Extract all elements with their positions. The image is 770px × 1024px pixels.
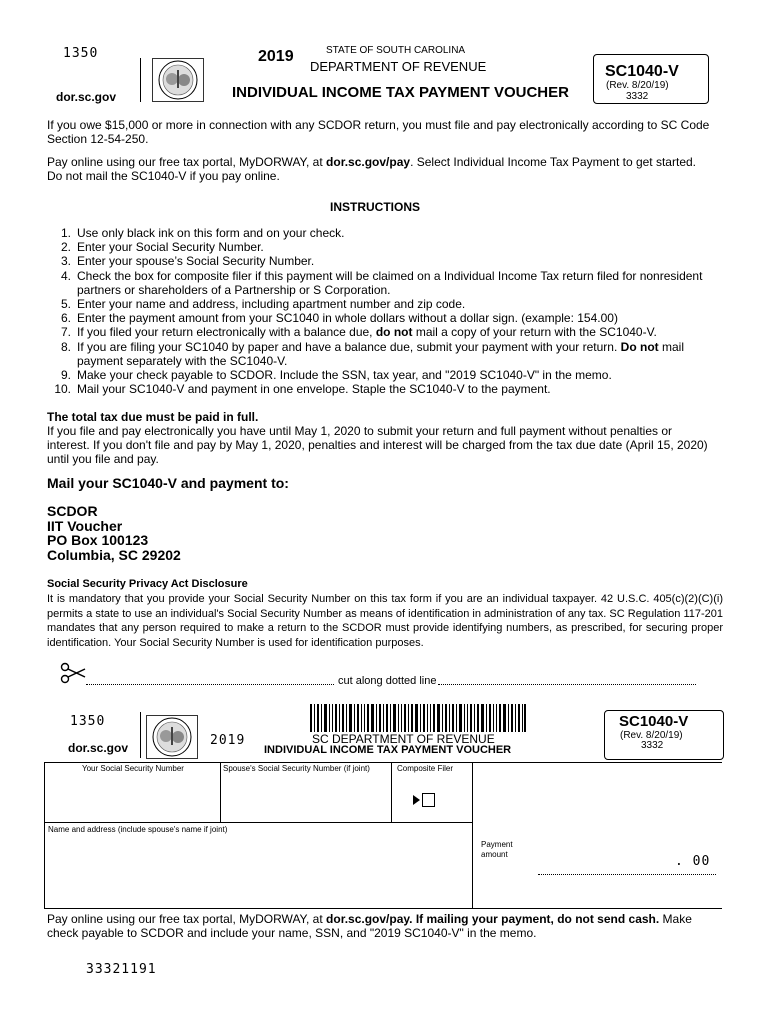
voucher-website: dor.sc.gov [68, 741, 129, 755]
scissors-icon [60, 662, 86, 684]
voucher-form-code: 1350 [70, 714, 106, 729]
instructions-heading: INSTRUCTIONS [330, 200, 420, 214]
header-divider-left [140, 58, 141, 102]
voucher-footer-text-a: Pay online using our free tax portal, MyDORWAY, at [47, 912, 327, 926]
department-name: DEPARTMENT OF REVENUE [310, 59, 487, 74]
instruction-item: 1. Use only black ink on this form and on your check. [60, 226, 345, 240]
instruction-item: 2. Enter your Social Security Number. [60, 240, 264, 255]
instruction-item: 7. If you filed your return electronically with a balance due, do not mail a copy of your return with the SC1040-V. [60, 325, 657, 340]
pay-link[interactable]: dor.sc.gov/pay [326, 155, 411, 169]
total-due-heading: The total tax due must be paid in full. [47, 410, 259, 424]
ssn-input[interactable] [50, 776, 214, 816]
voucher-form-id: SC1040-V [619, 713, 689, 730]
voucher-grid-top [44, 762, 722, 763]
payment-cents: . 00 [675, 854, 711, 869]
total-due-text: If you file and pay electronically you have until May 1, 2020 to submit your return and full payment without penalties or interest. If you don't file and pay by May 1, 2020, penalties and interest will be charged from the tax due date (April 15, 2020) until you file and pay. [47, 424, 708, 466]
ssn-label: Your Social Security Number [82, 764, 184, 773]
instruction-item: 6. Enter the payment amount from your SC1040 in whole dollars without a dollar sign. (example: 154.00) [60, 311, 618, 326]
form-code: 1350 [63, 46, 99, 61]
state-name: STATE OF SOUTH CAROLINA [326, 45, 466, 56]
mail-address [47, 504, 181, 562]
barcode [310, 704, 526, 732]
mail-address-line: PO Box 100123 [47, 532, 149, 548]
privacy-text: It is mandatory that you provide your Social Security Number on this tax form if you are an individual taxpayer. 42 U.S.C. 405(c)(2)(C)(i) permits a state to use an individual's Social Security Number as means of identification in administration of any tax. SC Regulation 117-201 mandates that any person required to make a return to the SCDOR must provide identifying numbers, as prescribed, for securing proper identification. Your Social Security Number is used for identification purposes. [47, 593, 723, 649]
cut-line-label: cut along dotted line [338, 675, 437, 687]
cut-line-right [438, 684, 696, 685]
payment-label [481, 840, 513, 860]
intro-electronic-requirement: If you owe $15,000 or more in connection with any SCDOR return, you must file and pay electronically according to SC Code Section 12-54-250. [47, 118, 710, 146]
form-number: 3332 [626, 91, 649, 102]
intro-pay-online-text-b: . Select Individual Income Tax Payment to get started. Do not mail the SC1040-V if you pay online. [47, 155, 696, 183]
voucher-footer-text-b: Make check payable to SCDOR and include your name, SSN, and "2019 SC1040-V" in the memo. [47, 912, 692, 940]
mail-heading: Mail your SC1040-V and payment to: [47, 475, 289, 491]
voucher-grid-sep-composite [472, 762, 473, 908]
revision: (Rev. 8/20/19) [606, 80, 669, 91]
tax-year: 2019 [258, 48, 294, 65]
voucher-grid-left [44, 762, 45, 908]
form-id: SC1040-V [605, 63, 679, 80]
composite-filer-label: Composite Filer [397, 764, 454, 773]
voucher-grid-bottom [44, 908, 722, 909]
instruction-item: 10. Mail your SC1040-V and payment in one envelope. Staple the SC1040-V to the payment. [54, 382, 551, 397]
voucher-footer [47, 912, 717, 940]
voucher-year: 2019 [210, 733, 246, 748]
voucher-grid-mid [44, 822, 472, 823]
payment-label-line: amount [481, 850, 508, 859]
voucher-header-divider [140, 712, 141, 758]
mail-address-line: IIT Voucher [47, 517, 123, 534]
instructions-list [47, 226, 717, 396]
voucher-footer-bold: dor.sc.gov/pay. If mailing your payment, do not send cash. [326, 912, 660, 926]
state-seal-icon [152, 58, 204, 102]
spouse-ssn-input[interactable] [226, 776, 386, 816]
instruction-item: 3. Enter your spouse’s Social Security Number. [60, 254, 315, 269]
bottom-code: 33321191 [86, 962, 157, 977]
privacy-heading: Social Security Privacy Act Disclosure [47, 578, 248, 590]
instruction-item: 8. If you are filing your SC1040 by paper and have a balance due, submit your payment with your return. Do not mail payment separately with the SC1040-V. [60, 339, 684, 368]
instruction-item: 9. Make your check payable to SCDOR. Include the SSN, tax year, and "2019 SC1040-V" in the memo. [60, 368, 612, 383]
intro-pay-online [47, 155, 712, 183]
voucher-title: INDIVIDUAL INCOME TAX PAYMENT VOUCHER [264, 744, 512, 756]
voucher-grid-sep-ssn [220, 762, 221, 822]
voucher-department: SC DEPARTMENT OF REVENUE [312, 732, 495, 746]
name-address-input[interactable] [50, 838, 466, 904]
voucher-seal-icon [146, 715, 198, 759]
name-address-label: Name and address (include spouse's name if joint) [48, 825, 228, 834]
payment-label-line: Payment [481, 840, 513, 849]
voucher-revision: (Rev. 8/20/19) [620, 730, 683, 741]
intro-pay-online-text-a: Pay online using our free tax portal, MyDORWAY, at [47, 155, 327, 169]
cut-line-left [86, 684, 334, 685]
voucher-grid-sep-spouse [391, 762, 392, 822]
voucher-form-number: 3332 [641, 740, 664, 751]
composite-filer-checkbox[interactable] [422, 793, 435, 807]
mail-address-line: SCDOR [47, 503, 98, 519]
instruction-item: 4. Check the box for composite filer if this payment will be claimed on a Individual Income Tax return filed for nonresident partners or shareholders of a Partnership or S Corporation. [60, 268, 703, 297]
instruction-item: 5. Enter your name and address, including apartment number and zip code. [60, 297, 466, 312]
form-title: INDIVIDUAL INCOME TAX PAYMENT VOUCHER [232, 84, 569, 101]
website: dor.sc.gov [56, 90, 117, 104]
mail-address-line: Columbia, SC 29202 [47, 546, 181, 563]
composite-filer-arrow-icon [413, 795, 420, 805]
spouse-ssn-label: Spouse's Social Security Number (if joint) [223, 764, 370, 773]
